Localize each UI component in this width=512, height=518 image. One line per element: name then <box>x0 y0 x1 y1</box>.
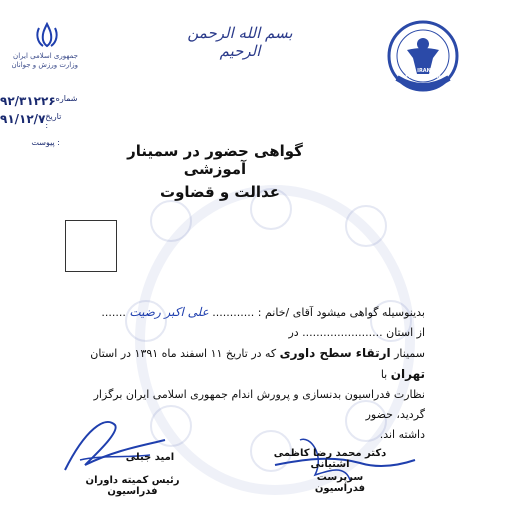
body-line1-province-label: از استان <box>386 326 425 339</box>
letter-date-value: ۹۱/۱۲/۷ <box>0 112 46 126</box>
body-line2-suffix: با <box>380 368 388 381</box>
seminar-province: تهران <box>390 367 425 381</box>
body-line-3: نظارت فدراسیون بدنسازی و پرورش اندام جمهوری اسلامی ایران برگزار گردید، حضور <box>93 388 425 421</box>
body-line-1: بدینوسیله گواهی میشود آقای /خانم : ............ علی اکبر رضیت ....... از استان ....................... در <box>101 305 425 339</box>
body-line2-date: که در تاریخ ۱۱ اسفند ماه ۱۳۹۱ در استان <box>90 347 277 360</box>
watermark-medallion <box>150 200 192 242</box>
body-line1-prefix: بدینوسیله گواهی میشود آقای /خانم : <box>257 306 425 319</box>
certificate-title: گواهی حضور در سمینار آموزشی <box>127 142 303 178</box>
bismillah-calligraphy: بسم الله الرحمن الرحیم <box>187 24 293 60</box>
right-signatory-role: سرپرست فدراسیون <box>314 472 366 494</box>
letter-number-value: ۹۲/۳۱۲۲۶ <box>0 94 56 108</box>
emblem-caption <box>4 52 78 70</box>
letter-date-label: تاریخ : <box>45 112 62 130</box>
body-line1-suffix: در <box>288 326 299 339</box>
government-emblem <box>22 22 72 52</box>
letter-number-block <box>0 94 78 148</box>
federation-logo-caption: I.R. IRAN BB FEDERATION <box>405 68 441 80</box>
watermark-medallion <box>345 205 387 247</box>
body-line2-seminar-label: سمینار <box>394 347 425 360</box>
iran-emblem-icon <box>33 22 61 48</box>
body-line-2 <box>90 343 425 385</box>
left-signatory-name: امید جبلی <box>125 452 175 463</box>
left-signatory-role: رئیس کمیته داوران فدراسیون <box>85 475 180 497</box>
emblem-caption-line2: وزارت ورزش و جوانان <box>11 61 78 69</box>
letter-number-label: شماره <box>55 94 78 103</box>
bodybuilding-federation-logo-icon <box>383 18 463 98</box>
photo-placeholder <box>65 220 117 272</box>
seminar-name: ارتقاء سطح داوری <box>279 346 391 360</box>
federation-logo <box>383 18 463 98</box>
recipient-name-handwritten: علی اکبر رضیت <box>129 305 209 319</box>
emblem-caption-line1: جمهوری اسلامی ایران <box>13 52 78 60</box>
left-signature-scribble <box>55 410 175 480</box>
body-line-4: داشته اند. <box>379 428 425 441</box>
letter-attachment-label: پیوست : <box>31 138 60 147</box>
right-signatory-name: دکتر محمد رضا کاظمی اشتیانی <box>273 448 387 470</box>
certificate-subtitle: عدالت و قضاوت <box>160 183 280 201</box>
